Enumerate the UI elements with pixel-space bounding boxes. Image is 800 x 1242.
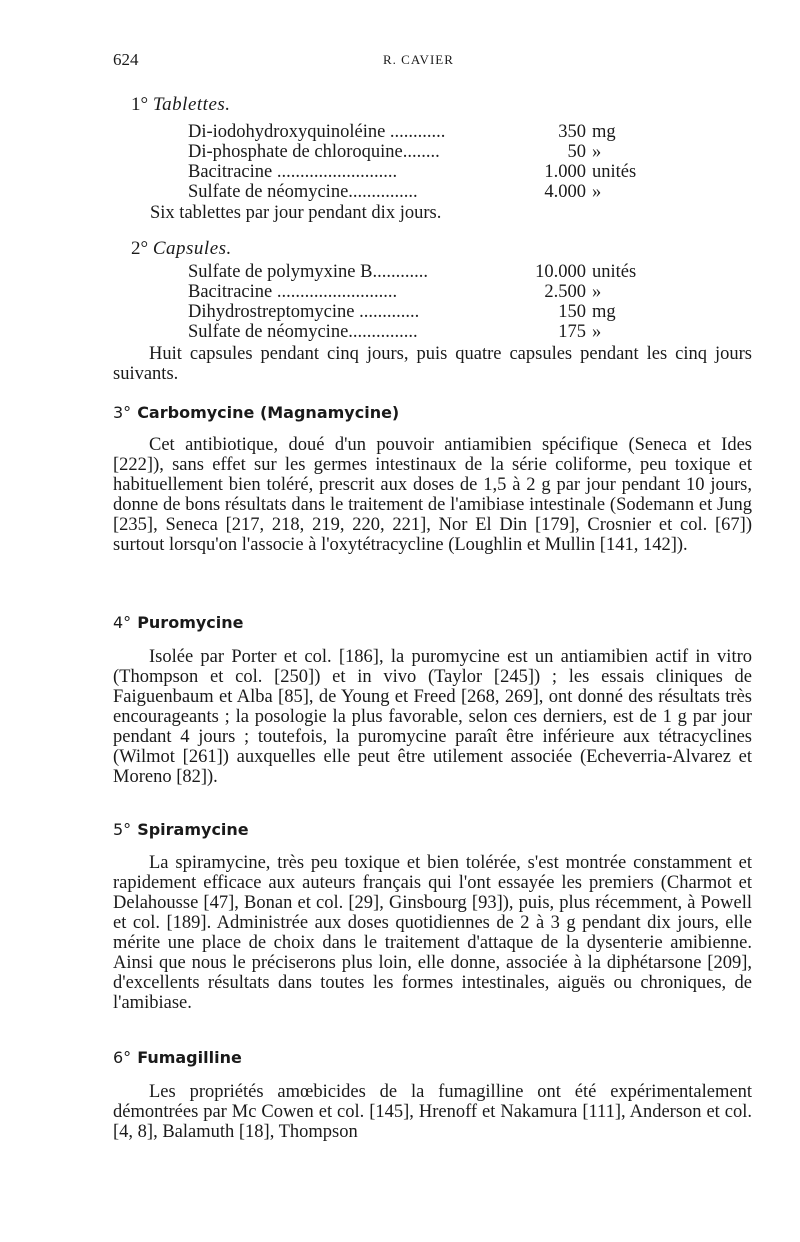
tablets-heading-num: 1° [131, 94, 149, 115]
section-number: 5° [113, 820, 132, 839]
ingredient-name: Sulfate de néomycine............... [188, 322, 418, 342]
ingredient-qty: 150 [558, 302, 586, 322]
recipe-row [188, 302, 668, 322]
recipe-row [188, 142, 668, 162]
ingredient-name: Sulfate de polymyxine B............ [188, 262, 428, 282]
tablets-heading-label: Tablettes. [152, 94, 231, 115]
capsules-heading-label: Capsules. [152, 238, 232, 259]
section-body-block [113, 853, 752, 1013]
section-body: La spiramycine, très peu toxique et bien tolérée, s'est montrée constamment et rapidement efficace aux auteurs français qui l'ont essayée les premiers (Charmot et Delahousse [47], Bonan et col. [29], Ginsbourg [93]), puis, plus récemment, à Powell et col. [189]. Administrée aux doses quotidiennes de 2 à 3 g pendant dix jours, elle mérite une place de choix dans le traitement d'attaque de la dysenterie amibienne. Ainsi que nous le préciserons plus loin, elle donne, associée à la diphétarsone [209], d'excellents résultats dans toutes les formes intestinales, aiguës ou chroniques, de l'amibiase. [113, 853, 752, 1013]
section-heading [113, 820, 249, 839]
recipe-row [188, 122, 668, 142]
recipe-row [188, 322, 668, 342]
ingredient-unit: unités [592, 162, 637, 182]
ingredient-unit: » [592, 322, 602, 342]
ingredient-unit: mg [592, 122, 616, 142]
ingredient-name: Sulfate de néomycine............... [188, 182, 418, 202]
tablets-recipe [188, 122, 668, 202]
ingredient-qty: 4.000 [544, 182, 586, 202]
ingredient-qty: 50 [567, 142, 586, 162]
ingredient-qty: 10.000 [535, 262, 586, 282]
section-body-block [113, 647, 752, 787]
section-body-block [113, 435, 752, 555]
page-number: 624 [113, 50, 139, 69]
page-header [113, 50, 740, 74]
section-body-block [113, 1082, 752, 1142]
ingredient-name: Dihydrostreptomycine ............. [188, 302, 420, 322]
tablets-dosage: Six tablettes par jour pendant dix jours. [150, 203, 442, 223]
capsules-heading [131, 238, 232, 260]
section-title: Carbomycine (Magnamycine) [137, 403, 400, 422]
ingredient-name: Bacitracine .......................... [188, 282, 398, 302]
section-number: 3° [113, 403, 132, 422]
ingredient-unit: unités [592, 262, 637, 282]
ingredient-unit: mg [592, 302, 616, 322]
recipe-row [188, 162, 668, 182]
ingredient-qty: 350 [558, 122, 586, 142]
ingredient-unit: » [592, 142, 602, 162]
ingredient-qty: 1.000 [544, 162, 586, 182]
capsules-dosage-block [113, 344, 752, 384]
tablets-heading [131, 94, 231, 116]
section-number: 6° [113, 1048, 132, 1067]
ingredient-name: Di-phosphate de chloroquine........ [188, 142, 440, 162]
section-title: Fumagilline [137, 1048, 242, 1067]
ingredient-unit: » [592, 182, 602, 202]
section-body: Isolée par Porter et col. [186], la puromycine est un antiamibien actif in vitro (Thompson et col. [250]) et in vivo (Taylor [245]) ; les essais cliniques de Faiguenbaum et Alba [85], de Young et Freed [268, 269], ont donné des résultats très encourageants ; la posologie la plus favorable, selon ces derniers, est de 1 g par jour pendant 4 jours ; toutefois, la puromycine paraît être inférieure aux tétracyclines (Wilmot [261]) auxquelles elle peut être utilement associée (Echeverria-Alvarez et Moreno [82]). [113, 647, 752, 787]
recipe-row [188, 262, 668, 282]
capsules-recipe [188, 262, 668, 342]
section-body: Les propriétés amœbicides de la fumagilline ont été expérimentalement démontrées par Mc Cowen et col. [145], Hrenoff et Nakamura [111], Anderson et col. [4, 8], Balamuth [18], Thompson [113, 1082, 752, 1142]
section-title: Spiramycine [137, 820, 249, 839]
capsules-dosage: Huit capsules pendant cinq jours, puis quatre capsules pendant les cinq jours suivants. [113, 344, 752, 384]
section-heading [113, 403, 399, 422]
ingredient-qty: 2.500 [544, 282, 586, 302]
ingredient-name: Bacitracine .......................... [188, 162, 398, 182]
ingredient-unit: » [592, 282, 602, 302]
ingredient-name: Di-iodohydroxyquinoléine ............ [188, 122, 446, 142]
capsules-heading-num: 2° [131, 238, 149, 259]
section-heading [113, 613, 244, 632]
ingredient-qty: 175 [558, 322, 586, 342]
recipe-row [188, 182, 668, 202]
section-body: Cet antibiotique, doué d'un pouvoir antiamibien spécifique (Seneca et Ides [222]), sans effet sur les germes intestinaux de la série coliforme, peu toxique et habituellement bien toléré, prescrit aux doses de 1,5 à 2 g par jour pendant 10 jours, donne de bons résultats dans le traitement de l'amibiase intestinale (Sodemann et Jung [235], Seneca [217, 218, 219, 220, 221], Nor El Din [179], Crosnier et col. [67]) surtout lorsqu'on l'associe à l'oxytétracycline (Loughlin et Mullin [141, 142]). [113, 435, 752, 555]
section-heading [113, 1048, 242, 1067]
section-title: Puromycine [137, 613, 244, 632]
section-number: 4° [113, 613, 132, 632]
recipe-row [188, 282, 668, 302]
running-head: R. CAVIER [383, 52, 454, 67]
